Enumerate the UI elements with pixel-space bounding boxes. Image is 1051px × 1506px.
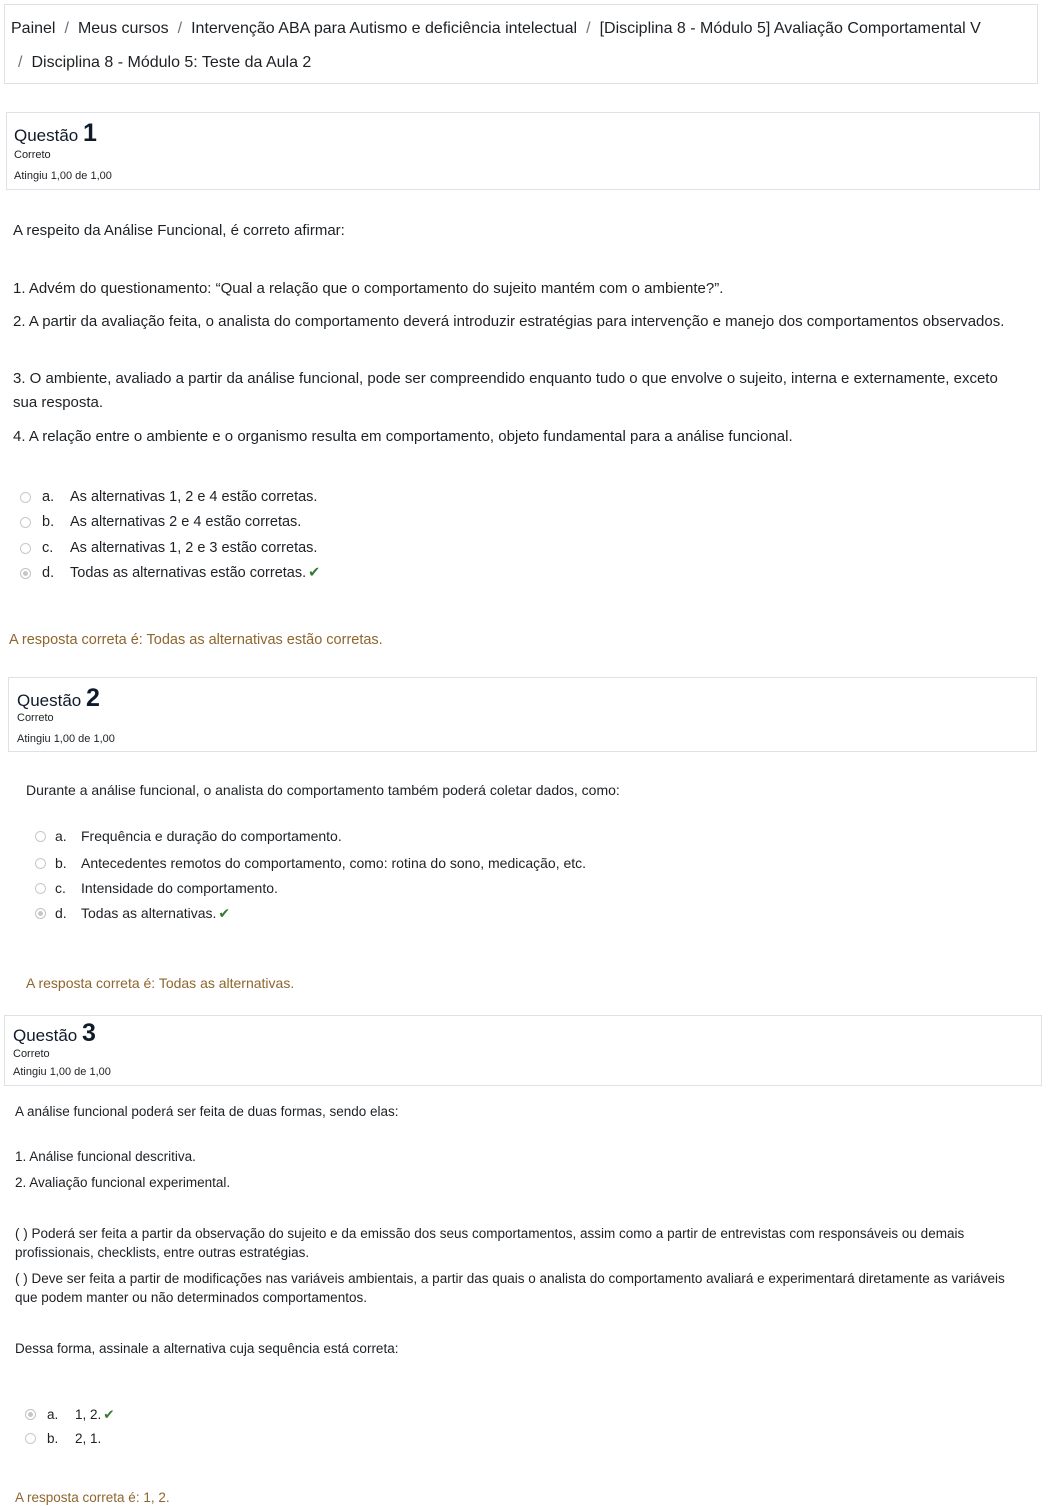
option-letter: c. <box>42 540 54 556</box>
question-1-statement-4: 4. A relação entre o ambiente e o organismo resulta em comportamento, objeto fundamental para a análise funcional. <box>13 428 793 445</box>
radio-button-selected[interactable] <box>25 1409 36 1420</box>
option-text: Todas as alternativas. <box>81 905 217 921</box>
option-text-wrap <box>70 565 320 581</box>
breadcrumb-separator: / <box>177 20 183 37</box>
question-2-feedback: A resposta correta é: Todas as alternativas. <box>26 975 295 991</box>
question-1-number <box>14 119 97 148</box>
question-3-info <box>4 1015 1042 1086</box>
question-1-prompt: A respeito da Análise Funcional, é correto afirmar: <box>13 222 345 239</box>
question-3-feedback: A resposta correta é: 1, 2. <box>15 1490 170 1505</box>
check-icon: ✔ <box>218 905 231 921</box>
option-letter: a. <box>42 489 55 505</box>
option-letter: b. <box>42 514 55 530</box>
breadcrumb-line-2 <box>18 54 311 72</box>
question-3-blank-2: ( ) Deve ser feita a partir de modificações nas variáveis ambientais, a partir das quais o analista do comportamento avaliará e experimentará diretamente as variáveis que podem manter ou não determinados comportamentos. <box>15 1271 1005 1305</box>
option-text: Antecedentes remotos do comportamento, como: rotina do sono, medicação, etc. <box>81 855 587 871</box>
breadcrumb-painel[interactable]: Painel <box>11 20 56 37</box>
question-number-value: 3 <box>82 1019 96 1047</box>
option-letter: a. <box>47 1407 59 1422</box>
breadcrumb-section[interactable]: [Disciplina 8 - Módulo 5] Avaliação Comportamental V <box>599 20 981 37</box>
breadcrumb-meus-cursos[interactable]: Meus cursos <box>77 20 169 37</box>
radio-button[interactable] <box>25 1433 36 1444</box>
breadcrumb-separator: / <box>18 54 23 71</box>
option-text: 2, 1. <box>75 1431 102 1446</box>
question-1-statement-1: 1. Advém do questionamento: “Qual a relação que o comportamento do sujeito mantém com o ambiente?”. <box>13 280 724 297</box>
question-3-blank-1: ( ) Poderá ser feita a partir da observação do sujeito e da emissão dos seus comportamentos, assim como a partir de entrevistas com responsáveis ou demais profissionais, checklists, entre outras estratégias. <box>15 1226 965 1260</box>
question-3-grade: Atingiu 1,00 de 1,00 <box>13 1066 111 1078</box>
question-label: Questão <box>17 691 82 710</box>
radio-button-selected[interactable] <box>20 568 31 579</box>
question-number-value: 2 <box>86 684 100 712</box>
question-2-info <box>8 677 1037 752</box>
radio-button-selected[interactable] <box>35 908 46 919</box>
option-text-wrap <box>75 1407 115 1423</box>
breadcrumb-course[interactable]: Intervenção ABA para Autismo e deficiência intelectual <box>191 20 578 37</box>
question-3-number <box>13 1019 96 1048</box>
option-letter: c. <box>55 880 66 896</box>
breadcrumb-separator: / <box>586 20 591 37</box>
question-1-grade: Atingiu 1,00 de 1,00 <box>14 170 112 182</box>
radio-button[interactable] <box>35 858 46 869</box>
question-2-prompt: Durante a análise funcional, o analista do comportamento também poderá coletar dados, como: <box>26 782 620 798</box>
option-letter: d. <box>55 905 67 921</box>
option-text: 1, 2. <box>75 1407 102 1422</box>
question-2-state: Correto <box>17 712 54 724</box>
question-1-statement-3: 3. O ambiente, avaliado a partir da análise funcional, pode ser compreendido enquanto tudo o que envolve o sujeito, interna e externamente, exceto sua resposta. <box>13 370 998 411</box>
question-1-info <box>6 112 1040 190</box>
question-3-item-1: 1. Análise funcional descritiva. <box>15 1149 196 1164</box>
check-icon: ✔ <box>308 565 321 581</box>
breadcrumb-separator: / <box>64 20 69 37</box>
option-text: As alternativas 1, 2 e 4 estão corretas. <box>70 489 318 505</box>
breadcrumb-line-1 <box>11 20 981 38</box>
question-3-instruction: Dessa forma, assinale a alternativa cuja sequência está correta: <box>15 1341 399 1356</box>
question-1-feedback: A resposta correta é: Todas as alternativas estão corretas. <box>9 632 383 648</box>
option-text: As alternativas 1, 2 e 3 estão corretas. <box>70 540 318 556</box>
option-text: Intensidade do comportamento. <box>81 880 278 896</box>
radio-button[interactable] <box>20 492 31 503</box>
question-3-prompt: A análise funcional poderá ser feita de duas formas, sendo elas: <box>15 1104 399 1119</box>
radio-button[interactable] <box>35 883 46 894</box>
question-2-number <box>17 684 100 713</box>
question-3-state: Correto <box>13 1048 50 1060</box>
option-text: Todas as alternativas estão corretas. <box>70 565 307 581</box>
option-letter: b. <box>55 855 67 871</box>
option-text: As alternativas 2 e 4 estão corretas. <box>70 514 302 530</box>
question-label: Questão <box>13 1026 78 1045</box>
question-1-state: Correto <box>14 149 51 161</box>
option-letter: d. <box>42 565 55 581</box>
radio-button[interactable] <box>20 543 31 554</box>
radio-button[interactable] <box>35 831 46 842</box>
option-text-wrap <box>81 905 230 922</box>
option-letter: a. <box>55 828 67 844</box>
breadcrumb-quiz[interactable]: Disciplina 8 - Módulo 5: Teste da Aula 2 <box>31 54 312 71</box>
breadcrumb <box>4 4 1038 84</box>
option-text: Frequência e duração do comportamento. <box>81 828 342 844</box>
check-icon: ✔ <box>103 1407 115 1422</box>
question-2-grade: Atingiu 1,00 de 1,00 <box>17 733 115 745</box>
question-number-value: 1 <box>83 119 97 147</box>
radio-button[interactable] <box>20 517 31 528</box>
question-1-statement-2: 2. A partir da avaliação feita, o analista do comportamento deverá introduzir estratégias para intervenção e manejo dos comportamentos observados. <box>13 313 1005 330</box>
option-letter: b. <box>47 1431 59 1446</box>
question-3-item-2: 2. Avaliação funcional experimental. <box>15 1175 231 1190</box>
question-label: Questão <box>14 126 79 145</box>
